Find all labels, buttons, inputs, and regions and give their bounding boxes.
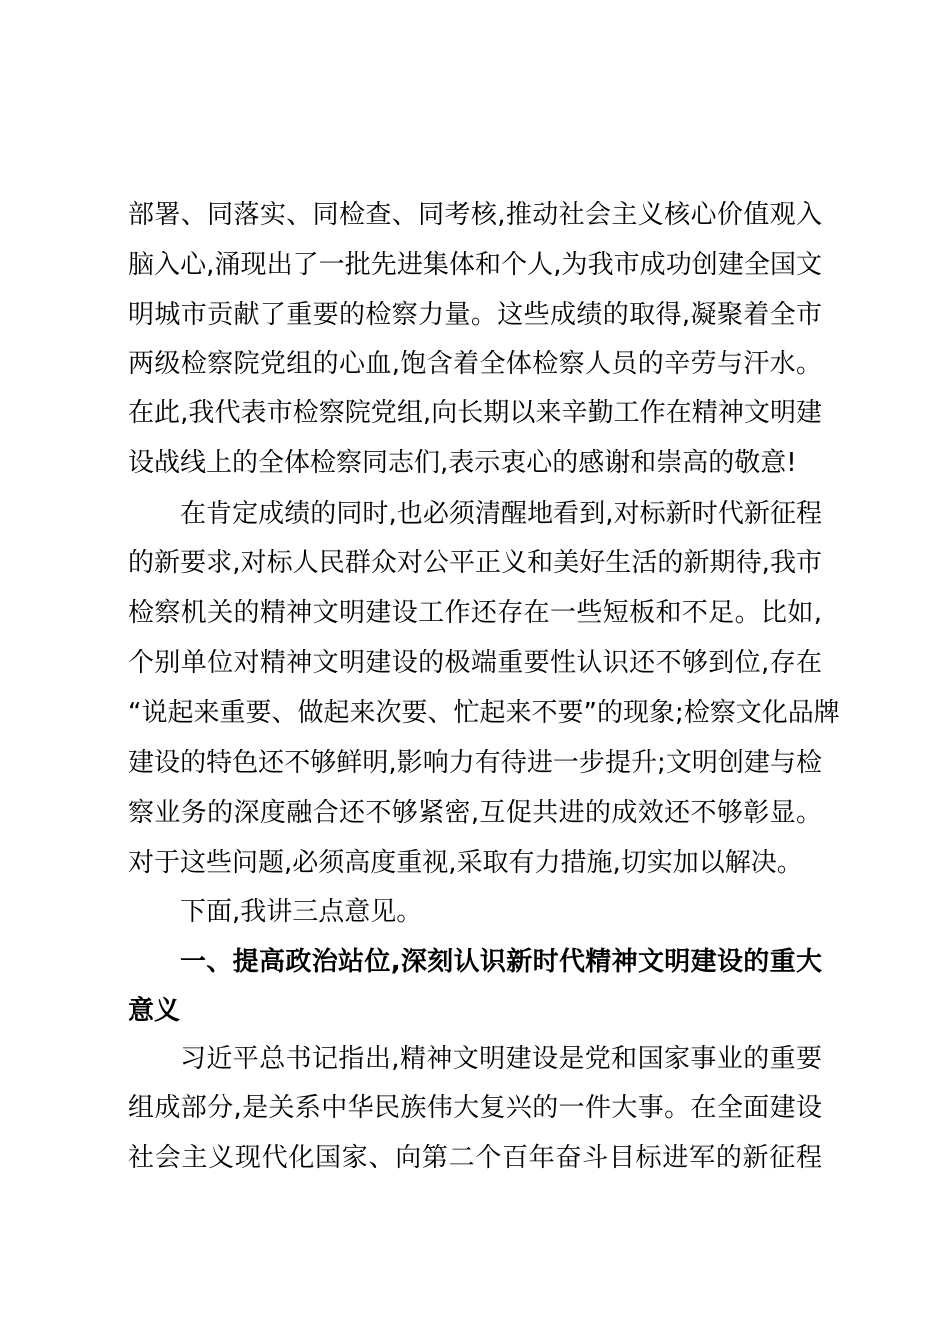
text-line: “说起来重要、做起来次要、忙起来不要”的现象;检察文化品牌 <box>128 698 840 728</box>
text-line: 习近平总书记指出,精神文明建设是党和国家事业的重要 <box>180 1044 822 1074</box>
text-line: 部署、同落实、同检查、同考核,推动社会主义核心价值观入 <box>128 200 822 230</box>
text-line: 的新要求,对标人民群众对公平正义和美好生活的新期待,我市 <box>128 548 822 578</box>
text-line: 社会主义现代化国家、向第二个百年奋斗目标进军的新征程 <box>128 1143 822 1173</box>
text-line: 在肯定成绩的同时,也必须清醒地看到,对标新时代新征程 <box>180 499 822 529</box>
text-line: 明城市贡献了重要的检察力量。这些成绩的取得,凝聚着全市 <box>128 300 822 330</box>
text-line: 组成部分,是关系中华民族伟大复兴的一件大事。在全面建设 <box>128 1093 822 1123</box>
text-line: 检察机关的精神文明建设工作还存在一些短板和不足。比如, <box>128 598 822 628</box>
text-line: 脑入心,涌现出了一批先进集体和个人,为我市成功创建全国文 <box>128 250 822 280</box>
text-line: 对于这些问题,必须高度重视,采取有力措施,切实加以解决。 <box>128 848 803 878</box>
heading-line: 一、提高政治站位,深刻认识新时代精神文明建设的重大 <box>180 947 822 977</box>
text-line: 下面,我讲三点意见。 <box>180 897 423 927</box>
text-line: 两级检察院党组的心血,饱含着全体检察人员的辛劳与汗水。 <box>128 349 822 379</box>
text-line: 设战线上的全体检察同志们,表示衷心的感谢和崇高的敬意! <box>128 448 797 478</box>
text-line: 建设的特色还不够鲜明,影响力有待进一步提升;文明创建与检 <box>128 748 822 778</box>
text-line: 察业务的深度融合还不够紧密,互促共进的成效还不够彰显。 <box>128 798 822 828</box>
text-line: 个别单位对精神文明建设的极端重要性认识还不够到位,存在 <box>128 648 822 678</box>
heading-line: 意义 <box>128 996 181 1026</box>
text-line: 在此,我代表市检察院党组,向长期以来辛勤工作在精神文明建 <box>128 398 822 428</box>
